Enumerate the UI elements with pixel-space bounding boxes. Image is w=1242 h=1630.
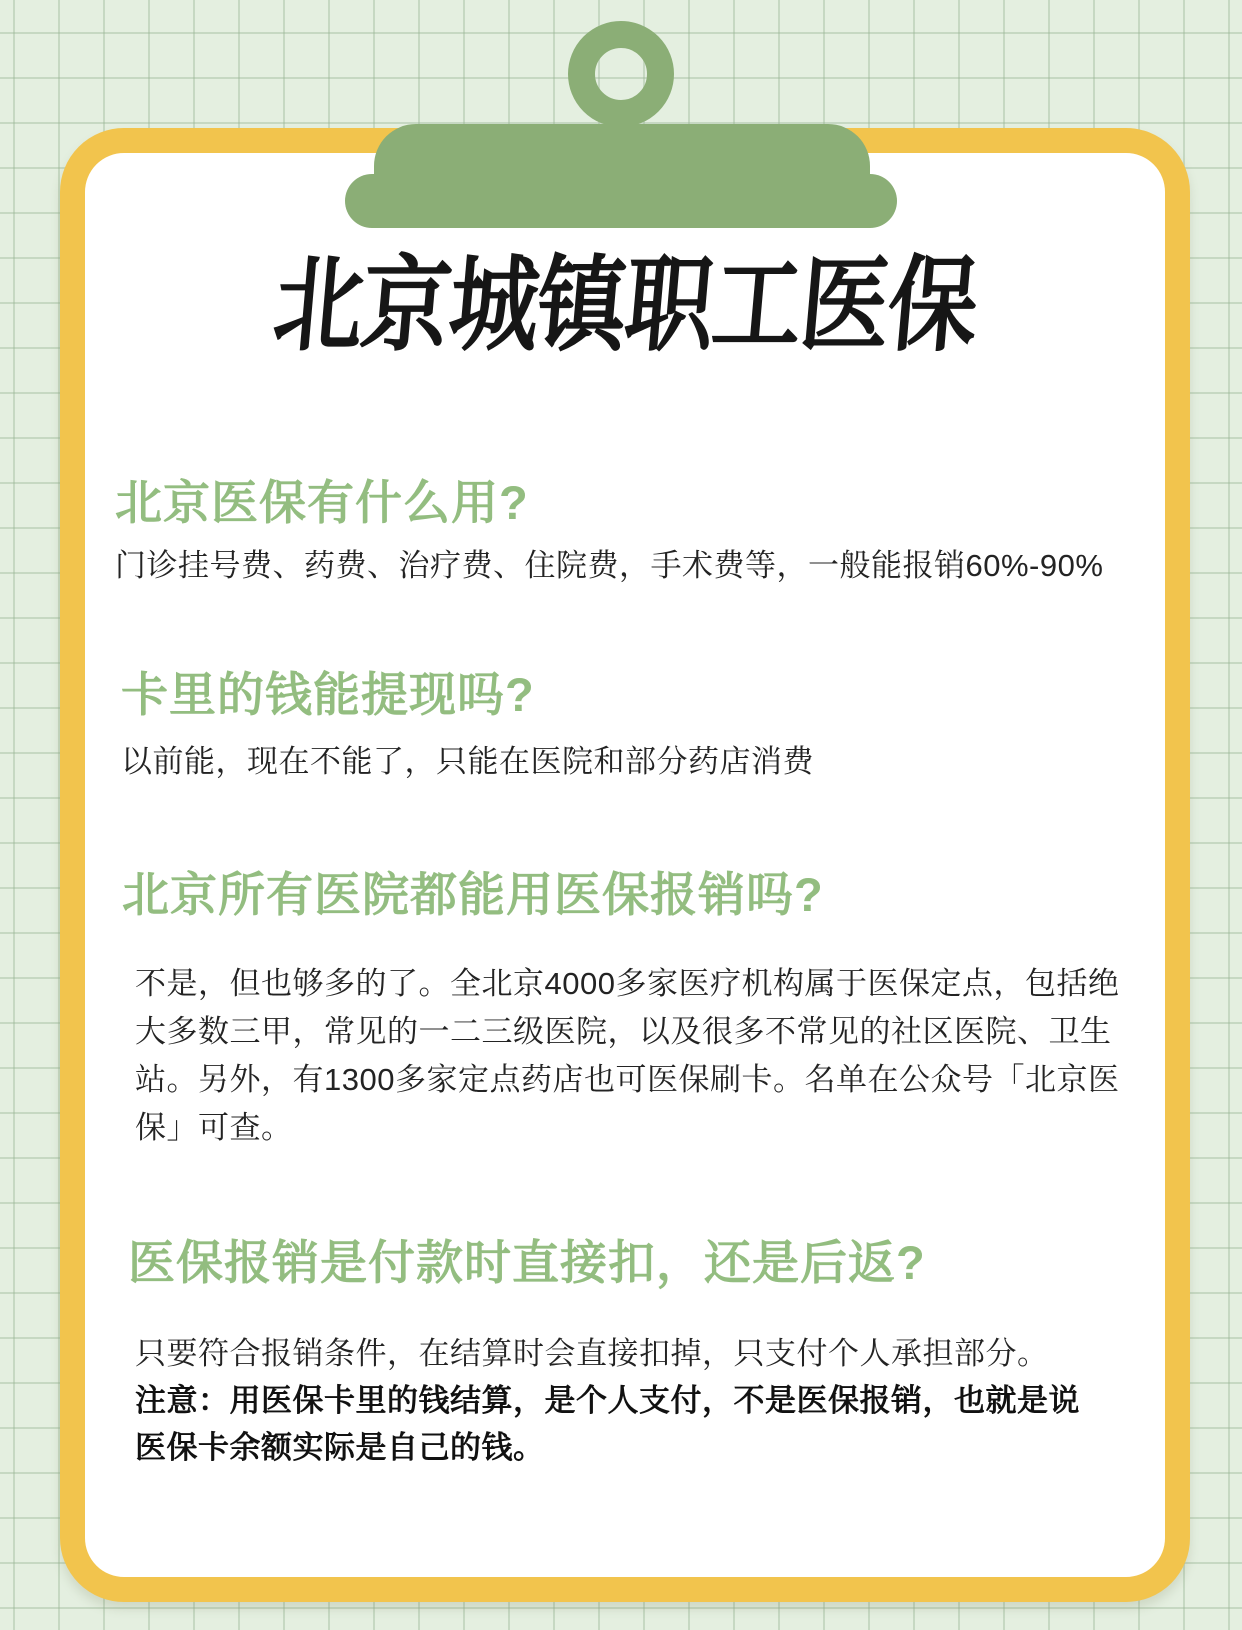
body-line-note: 注意：用医保卡里的钱结算，是个人支付，不是医保报销，也就是说 [135,1383,1080,1418]
section-body-uses [115,546,1103,586]
section-heading-uses: 北京医保有什么用? [115,476,529,529]
body-line-note: 医保卡余额实际是自己的钱。 [135,1430,545,1465]
body-line: 站。另外，有1300多家定点药店也可医保刷卡。名单在公众号「北京医 [135,1062,1120,1097]
page-title: 北京城镇职工医保 [269,248,981,364]
section-body-withdraw [121,742,814,782]
body-line: 门诊挂号费、药费、治疗费、住院费，手术费等，一般能报销60%-90% [115,548,1104,583]
section-body-deduction [135,1330,1080,1471]
body-line: 不是，但也够多的了。全北京4000多家医疗机构属于医保定点，包括绝 [135,966,1120,1001]
body-line: 以前能，现在不能了，只能在医院和部分药店消费 [121,744,814,779]
clipboard-clip-ring-icon [568,21,674,127]
section-body-hospitals [135,960,1119,1152]
body-line: 大多数三甲，常见的一二三级医院，以及很多不常见的社区医院、卫生 [135,1014,1112,1049]
clipboard-clip-lower [345,174,897,228]
section-heading-hospitals: 北京所有医院都能用医保报销吗? [122,868,824,921]
body-line: 只要符合报销条件，在结算时会直接扣掉，只支付个人承担部分。 [135,1336,1049,1371]
body-line: 保」可查。 [135,1110,293,1145]
section-heading-withdraw: 卡里的钱能提现吗? [121,668,535,721]
section-heading-deduction: 医保报销是付款时直接扣，还是后返? [128,1236,926,1289]
